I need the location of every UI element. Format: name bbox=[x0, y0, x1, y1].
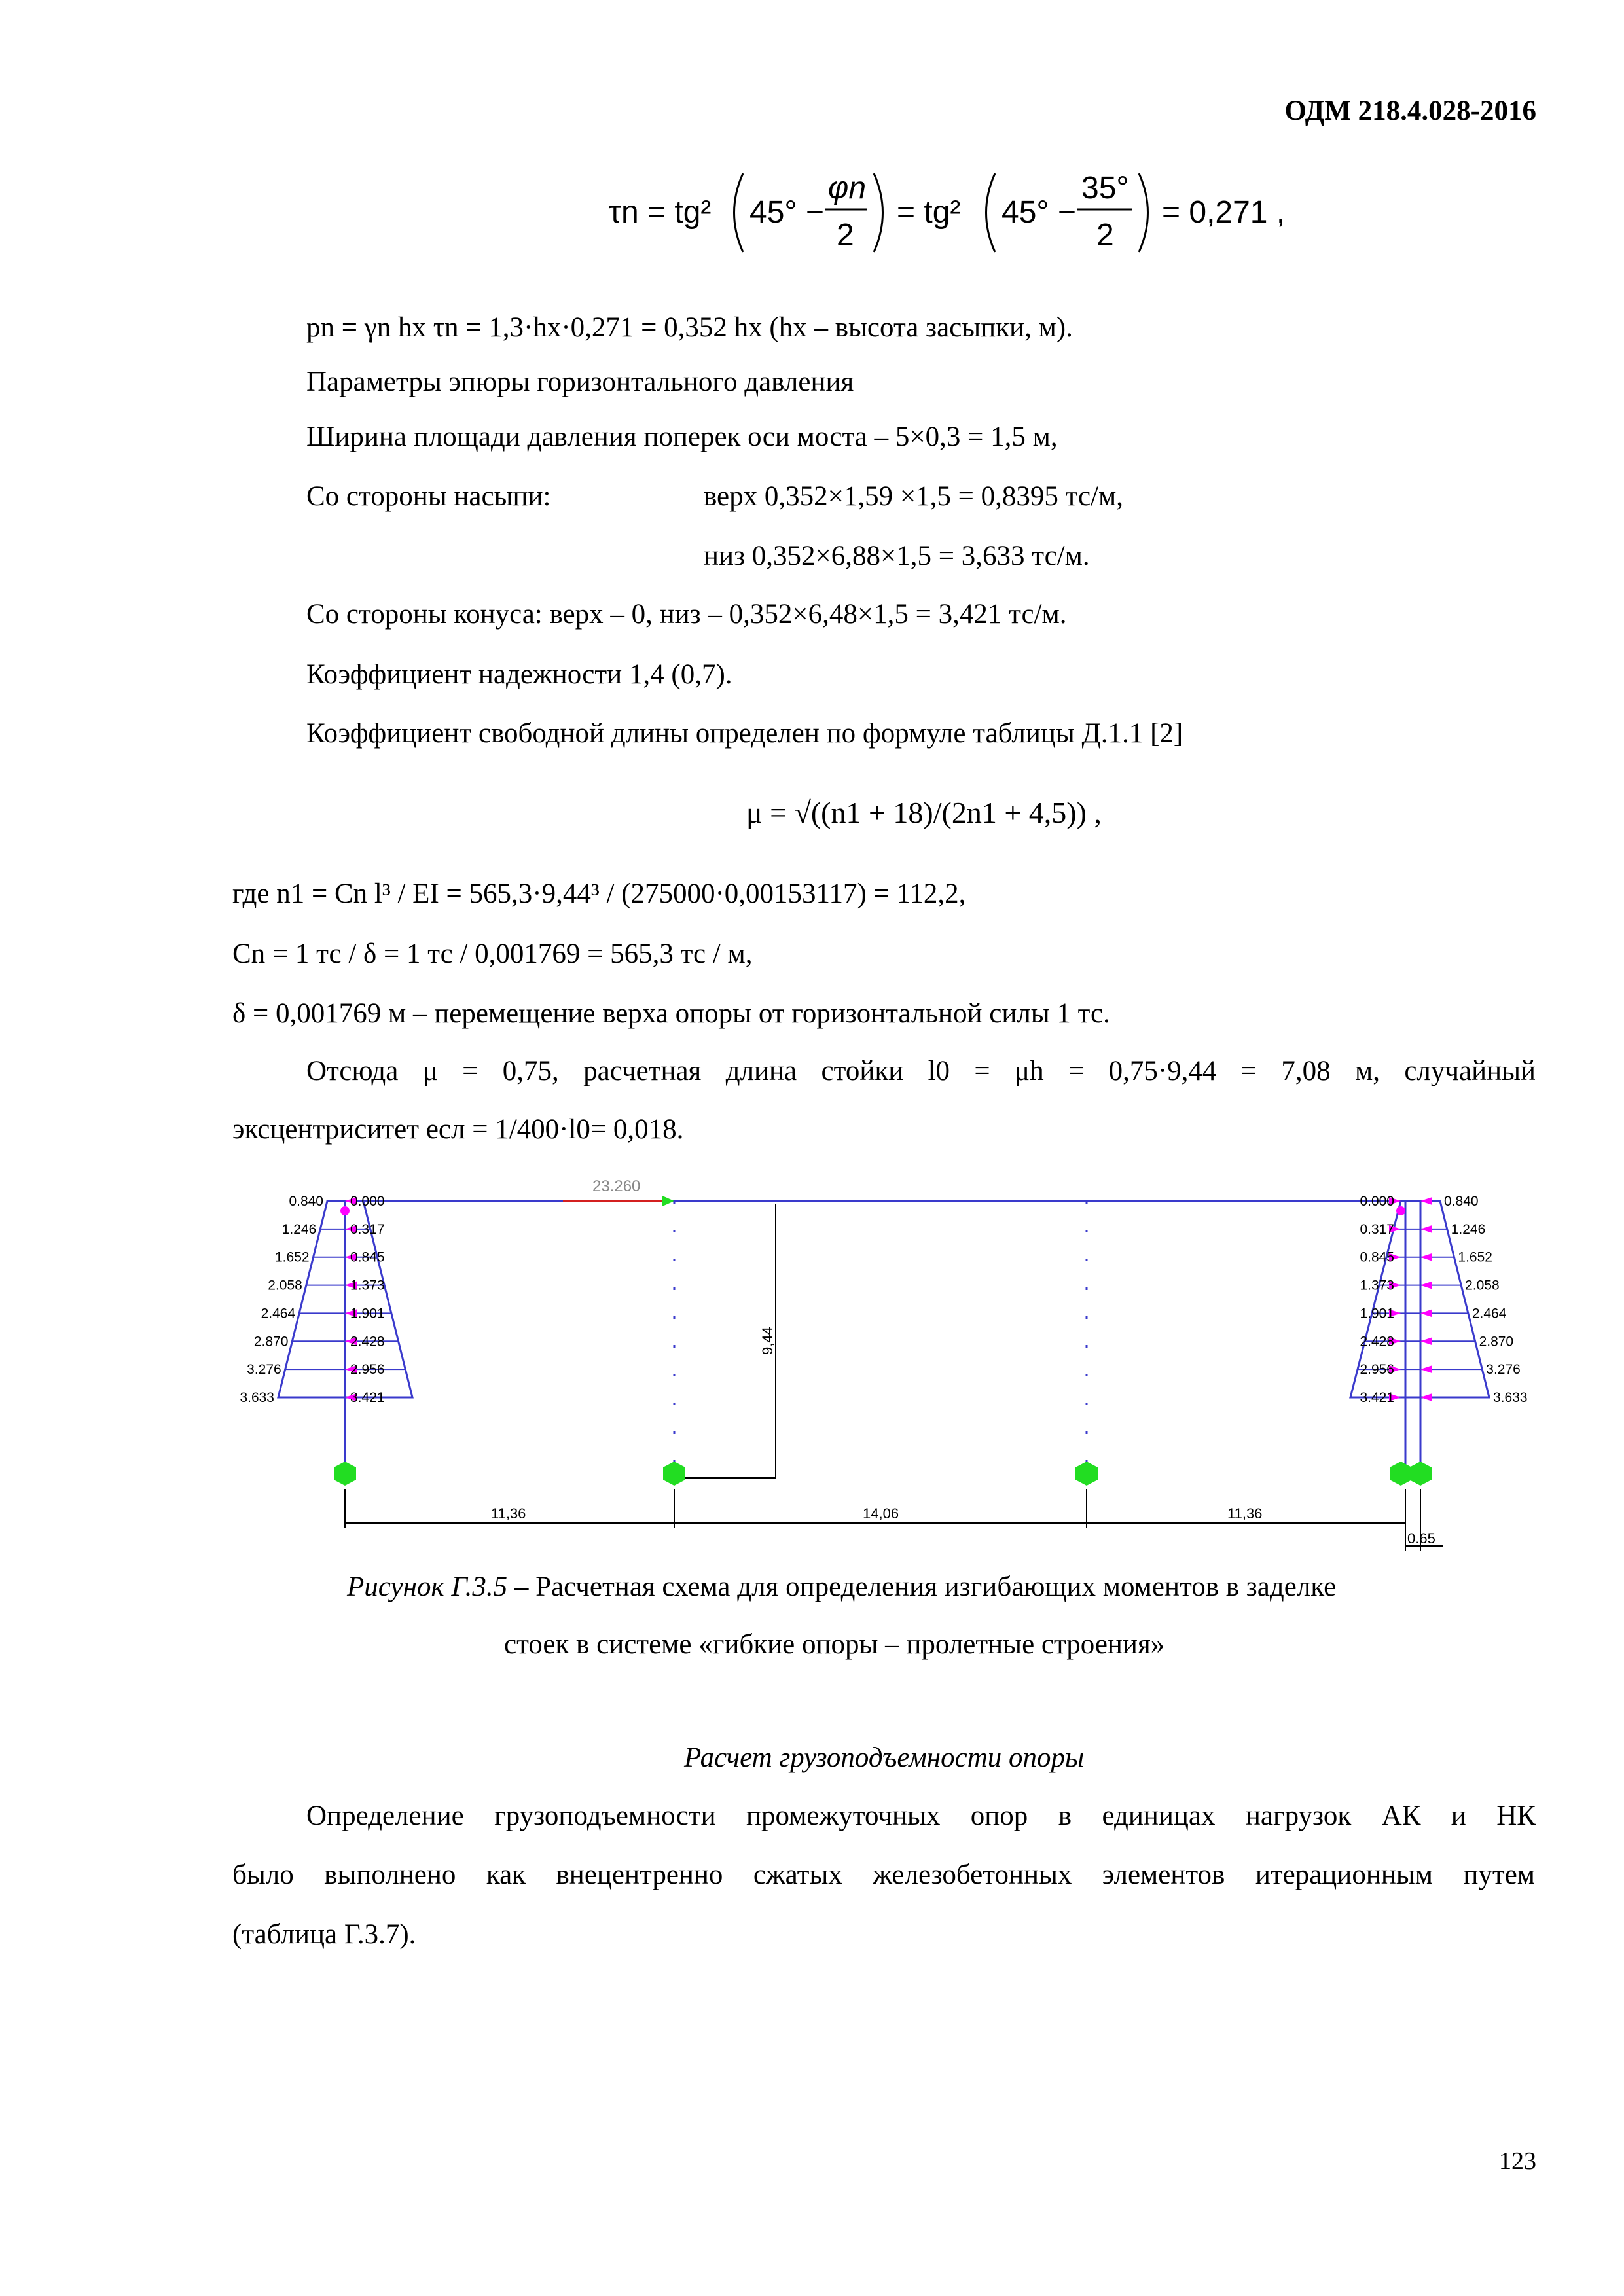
left-inner-label: 2.428 bbox=[350, 1334, 385, 1350]
left-inner-label: 1.373 bbox=[350, 1278, 385, 1293]
support-interior-2 bbox=[1075, 1462, 1098, 1486]
support-left bbox=[334, 1462, 356, 1486]
params-line: Параметры эпюры горизонтального давления bbox=[306, 367, 854, 397]
support-right-b bbox=[1409, 1462, 1432, 1486]
right-inner-label: 0.317 bbox=[1360, 1221, 1394, 1237]
body-line-1: Определение грузоподъемности промежуточных опор в единицах нагрузок АК и НК bbox=[306, 1801, 1536, 1831]
right-outer-label: 3.276 bbox=[1486, 1362, 1521, 1378]
hence-line: Отсюда μ = 0,75, расчетная длина стойки l0 = μh = 0,75·9,44 = 7,08 м, случайный bbox=[306, 1056, 1536, 1086]
right-arrow bbox=[1420, 1309, 1432, 1317]
formula-tau-term2: 45° − bbox=[1001, 195, 1076, 230]
right-arrow bbox=[1420, 1253, 1432, 1261]
left-outer-label: 2.058 bbox=[268, 1278, 302, 1293]
formula-tau-num2: 35° bbox=[1081, 171, 1129, 206]
right-arrow bbox=[1420, 1393, 1432, 1401]
right-inner-label: 2.956 bbox=[1360, 1362, 1394, 1378]
right-inner-label: 0.845 bbox=[1360, 1249, 1394, 1265]
fill-bottom-value: низ 0,352×6,88×1,5 = 3,633 тс/м. bbox=[704, 541, 1090, 571]
span-dim-1: 11,36 bbox=[491, 1505, 526, 1522]
left-outer-label: 3.276 bbox=[247, 1362, 281, 1378]
right-outer-label: 2.870 bbox=[1479, 1334, 1514, 1350]
left-outer-label: 3.633 bbox=[240, 1390, 274, 1405]
span-dim-2: 14,06 bbox=[863, 1505, 899, 1522]
reliability-line: Коэффициент надежности 1,4 (0,7). bbox=[306, 659, 732, 690]
delta-line: δ = 0,001769 м – перемещение верха опоры от горизонтальной силы 1 тс. bbox=[232, 998, 1110, 1029]
left-inner-label: 3.421 bbox=[350, 1390, 385, 1405]
span-dim-3: 11,36 bbox=[1227, 1505, 1263, 1522]
right-outer-label: 0.840 bbox=[1444, 1194, 1479, 1209]
support-interior-1 bbox=[663, 1462, 685, 1486]
formula-tau-term1: 45° − bbox=[749, 195, 824, 230]
left-outer-label: 1.652 bbox=[275, 1249, 310, 1265]
height-dim-label: 9,44 bbox=[759, 1327, 776, 1355]
node-right-top bbox=[1396, 1206, 1405, 1215]
section-title: Расчет грузоподъемности опоры bbox=[684, 1742, 1085, 1773]
body-line-3: (таблица Г.3.7). bbox=[232, 1919, 416, 1950]
free-length-line: Коэффициент свободной длины определен по формуле таблицы Д.1.1 [2] bbox=[306, 718, 1183, 749]
left-inner-label: 0.000 bbox=[350, 1194, 385, 1209]
load-label: 23.260 bbox=[592, 1177, 641, 1195]
left-inner-label: 1.901 bbox=[350, 1306, 385, 1321]
structural-scheme bbox=[0, 1165, 1624, 1577]
left-epure-levels bbox=[240, 1194, 412, 1405]
document-code: ОДМ 218.4.028-2016 bbox=[1284, 96, 1536, 126]
figure-caption-line1 bbox=[347, 1571, 1336, 1603]
support-right-a bbox=[1390, 1462, 1412, 1486]
right-inner-label: 0.000 bbox=[1360, 1194, 1394, 1209]
right-arrow bbox=[1420, 1337, 1432, 1345]
figure-label: Рисунок Г.3.5 bbox=[347, 1571, 508, 1602]
figure-caption-text1: – Расчетная схема для определения изгибающих моментов в заделке bbox=[507, 1571, 1337, 1602]
right-outer-label: 1.246 bbox=[1451, 1221, 1486, 1237]
left-inner-label: 0.845 bbox=[350, 1249, 385, 1265]
formula-tau-phi: φn bbox=[828, 171, 867, 206]
formula-tau-result: = 0,271 , bbox=[1162, 195, 1286, 230]
formula-tau-eq: = tg² bbox=[897, 195, 961, 230]
fill-top-value: верх 0,352×1,59 ×1,5 = 0,8395 тс/м, bbox=[704, 481, 1123, 512]
left-outer-label: 2.464 bbox=[261, 1306, 296, 1321]
right-outer-label: 3.633 bbox=[1493, 1390, 1528, 1405]
formula-tau-den: 2 bbox=[837, 218, 854, 253]
left-inner-label: 2.956 bbox=[350, 1362, 385, 1378]
right-arrow bbox=[1420, 1365, 1432, 1373]
right-arrow bbox=[1420, 1225, 1432, 1233]
pn-line: pn = γn hx τn = 1,3·hx·0,271 = 0,352 hx (hx – высота засыпки, м). bbox=[306, 312, 1073, 343]
right-inner-label: 1.901 bbox=[1360, 1306, 1394, 1321]
right-outer-label: 1.652 bbox=[1458, 1249, 1492, 1265]
node-left-top bbox=[340, 1206, 350, 1215]
formula-tau-den2: 2 bbox=[1096, 218, 1114, 253]
right-epure-levels bbox=[1350, 1194, 1528, 1405]
right-arrow bbox=[1420, 1197, 1432, 1205]
formula-tau bbox=[609, 160, 1286, 265]
right-inner-label: 3.421 bbox=[1360, 1390, 1394, 1405]
right-arrow bbox=[1420, 1282, 1432, 1289]
right-outer-label: 2.058 bbox=[1465, 1278, 1500, 1293]
right-outer-label: 2.464 bbox=[1471, 1306, 1507, 1321]
mu-formula: μ = √((n1 + 18)/(2n1 + 4,5)) , bbox=[746, 796, 1102, 829]
left-inner-label: 0.317 bbox=[350, 1221, 385, 1237]
fill-side-label: Со стороны насыпи: bbox=[306, 481, 551, 512]
eccentricity-line: эксцентриситет eсл = 1/400·l0= 0,018. bbox=[232, 1114, 684, 1145]
right-inner-label: 2.428 bbox=[1360, 1334, 1394, 1350]
width-line: Ширина площади давления поперек оси моста – 5×0,3 = 1,5 м, bbox=[306, 422, 1058, 452]
page-number: 123 bbox=[1499, 2147, 1536, 2175]
span-dim-4: 0.65 bbox=[1407, 1530, 1435, 1547]
cone-line: Со стороны конуса: верх – 0, низ – 0,352×6,48×1,5 = 3,421 тс/м. bbox=[306, 599, 1067, 630]
right-inner-label: 1.373 bbox=[1360, 1278, 1394, 1293]
left-outer-label: 2.870 bbox=[253, 1334, 289, 1350]
left-outer-label: 1.246 bbox=[281, 1221, 317, 1237]
load-arrow-head bbox=[662, 1196, 674, 1206]
figure-caption-line2: стоек в системе «гибкие опоры – пролетные строения» bbox=[504, 1629, 1165, 1660]
body-line-2: было выполнено как внецентренно сжатых железобетонных элементов итерационным путем bbox=[232, 1859, 1535, 1890]
left-outer-label: 0.840 bbox=[289, 1194, 323, 1209]
formula-tau-lhs: τn = tg² bbox=[609, 195, 712, 230]
cn-line: Cn = 1 тс / δ = 1 тс / 0,001769 = 565,3 тс / м, bbox=[232, 939, 753, 969]
n1-line: где n1 = Cn l³ / EI = 565,3·9,44³ / (275000·0,00153117) = 112,2, bbox=[232, 878, 966, 909]
